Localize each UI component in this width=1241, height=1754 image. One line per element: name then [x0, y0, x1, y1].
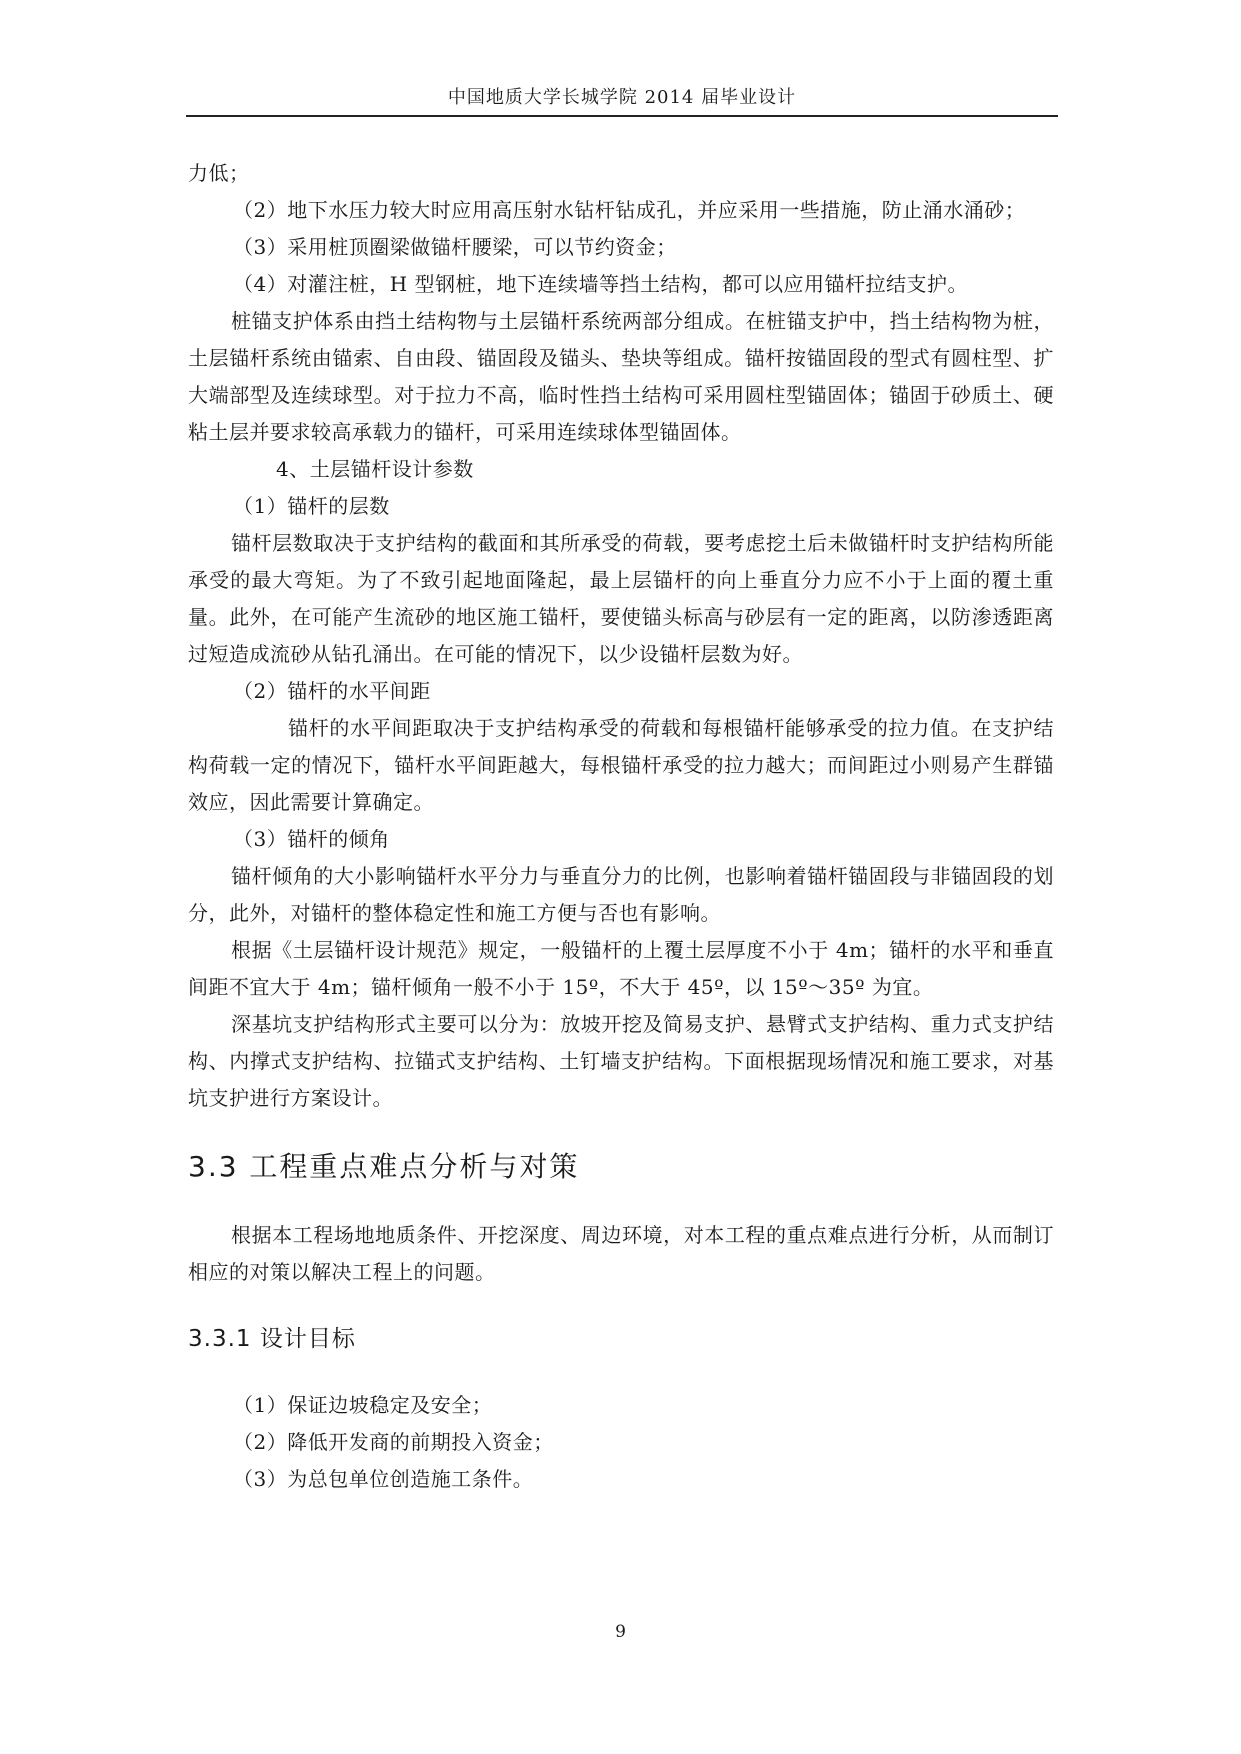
paragraph-anchor-system: 桩锚支护体系由挡土结构物与土层锚杆系统两部分组成。在桩锚支护中，挡土结构物为桩，土层锚杆系统由锚索、自由段、锚固段及锚头、垫块等组成。锚杆按锚固段的型式有圆柱型、扩大端部型及连续球型。对于拉力不高，临时性挡土结构可采用圆柱型锚固体；锚固于砂质土、硬粘土层并要求较高承载力的锚杆，可采用连续球体型锚固体。	[188, 309, 1054, 444]
subheading-design-params: 4、土层锚杆设计参数	[276, 457, 474, 481]
list-item: （4）对灌注桩，H 型钢桩，地下连续墙等挡土结构，都可以应用锚杆拉结支护。	[233, 272, 969, 296]
paragraph-angle: 锚杆倾角的大小影响锚杆水平分力与垂直分力的比例，也影响着锚杆锚固段与非锚固段的划分，此外，对锚杆的整体稳定性和施工方便与否也有影响。	[188, 864, 1054, 925]
page-content	[188, 155, 1054, 1498]
paragraph-code: 根据《土层锚杆设计规范》规定，一般锚杆的上覆土层厚度不小于 4m；锚杆的水平和垂直间距不宜大于 4m；锚杆倾角一般不小于 15º，不大于 45º，以 15º～35º 为宜。	[188, 938, 1054, 999]
page-number: 9	[615, 1622, 626, 1642]
list-item-goal: （3）为总包单位创造施工条件。	[233, 1467, 534, 1491]
section-heading-3-3-1: 3.3.1 设计目标	[188, 1326, 356, 1352]
list-item: （3）采用桩顶圈梁做锚杆腰梁，可以节约资金；	[233, 235, 677, 259]
list-item-goal: （2）降低开发商的前期投入资金；	[233, 1430, 554, 1454]
running-header: 中国地质大学长城学院 2014 届毕业设计	[447, 87, 797, 108]
header-rule	[186, 115, 1058, 117]
paragraph-layers: 锚杆层数取决于支护结构的截面和其所承受的荷载，要考虑挖土后未做锚杆时支护结构所能承受的最大弯矩。为了不致引起地面隆起，最上层锚杆的向上垂直分力应不小于上面的覆土重量。此外，在可能产生流砂的地区施工锚杆，要使锚头标高与砂层有一定的距离，以防渗透距离过短造成流砂从钻孔涌出。在可能的情况下，以少设锚杆层数为好。	[188, 531, 1054, 666]
paragraph-support-forms: 深基坑支护结构形式主要可以分为：放坡开挖及简易支护、悬臂式支护结构、重力式支护结构、内撑式支护结构、拉锚式支护结构、土钉墙支护结构。下面根据现场情况和施工要求，对基坑支护进行方案设计。	[188, 1012, 1054, 1110]
paragraph-spacing: 锚杆的水平间距取决于支护结构承受的荷载和每根锚杆能够承受的拉力值。在支护结构荷载一定的情况下，锚杆水平间距越大，每根锚杆承受的拉力越大；而间距过小则易产生群锚效应，因此需要计算确定。	[188, 716, 1054, 814]
subitem-title-layers: （1）锚杆的层数	[233, 494, 390, 518]
subitem-title-angle: （3）锚杆的倾角	[233, 827, 390, 851]
paragraph-section-3-3: 根据本工程场地地质条件、开挖深度、周边环境，对本工程的重点难点进行分析，从而制订相应的对策以解决工程上的问题。	[188, 1223, 1054, 1284]
paragraph-continuation: 力低；	[188, 161, 250, 185]
list-item: （2）地下水压力较大时应用高压射水钻杆钻成孔，并应采用一些措施，防止涌水涌砂；	[233, 198, 1026, 222]
list-item-goal: （1）保证边坡稳定及安全；	[233, 1393, 493, 1417]
subitem-title-spacing: （2）锚杆的水平间距	[233, 679, 431, 703]
section-heading-3-3: 3.3 工程重点难点分析与对策	[188, 1150, 580, 1183]
